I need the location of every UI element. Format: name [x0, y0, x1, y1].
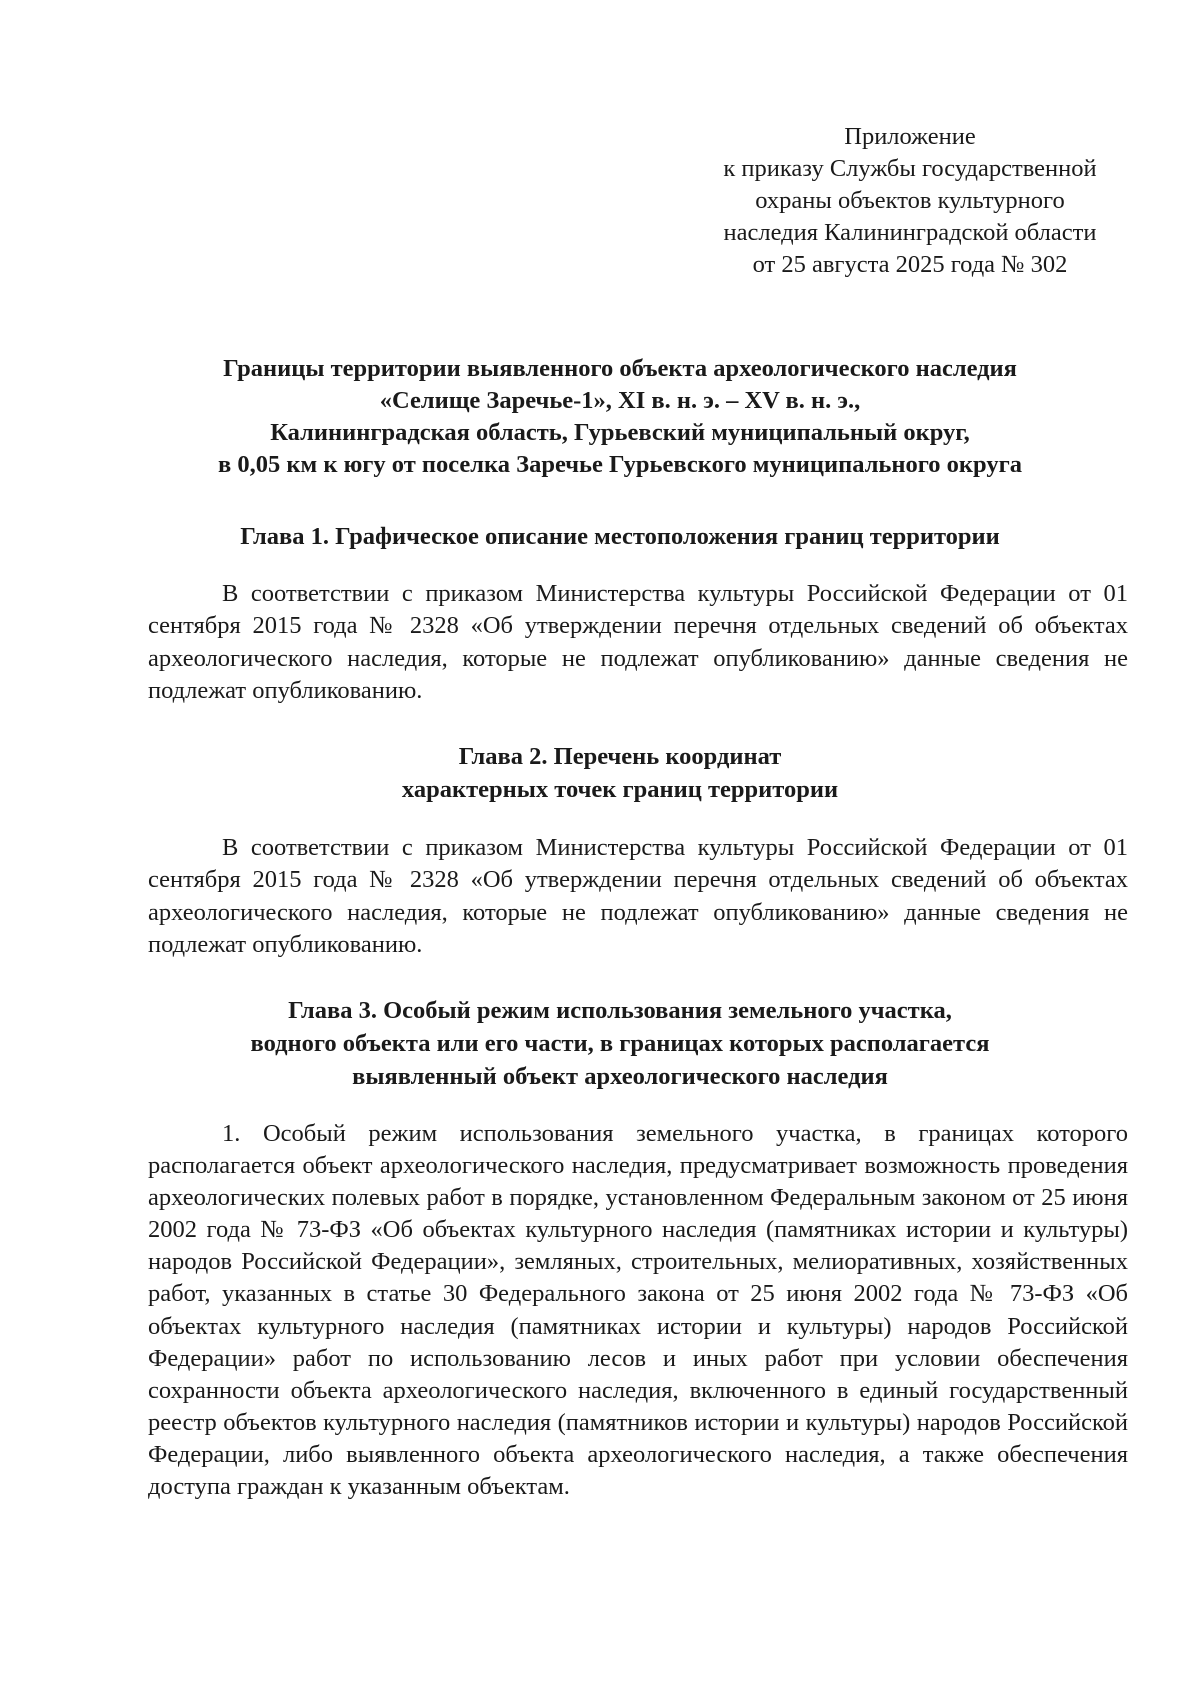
chapter3-heading-line: Глава 3. Особый режим использования земельного участка, — [288, 997, 952, 1024]
chapter2-heading — [140, 740, 1100, 806]
appendix-header — [680, 121, 1140, 281]
appendix-line: от 25 августа 2025 года № 302 — [752, 251, 1068, 278]
chapter3-paragraph: 1. Особый режим использования земельного участка, в границах которого располагается объект археологического наследия, предусматривает возможность проведения археологических полевых работ в порядке, установленном Федеральным законом от 25 июня 2002 года № 73-ФЗ «Об объектах культурного наследия (памятниках истории и культуры) народов Российской Федерации», земляных, строительных, мелиоративных, хозяйственных работ, указанных в статье 30 Федерального закона от 25 июня 2002 года № 73-ФЗ «Об объектах культурного наследия (памятниках истории и культуры) народов Российской Федерации» работ по использованию лесов и иных работ при условии обеспечения сохранности объекта археологического наследия, включенного в единый государственный реестр объектов культурного наследия (памятников истории и культуры) народов Российской Федерации, либо выявленного объекта археологического наследия, а также обеспечения доступа граждан к указанным объектам. — [148, 1120, 1128, 1501]
title-line: Границы территории выявленного объекта археологического наследия — [223, 355, 1017, 382]
chapter1-heading-text: Глава 1. Графическое описание местоположения границ территории — [240, 523, 1000, 550]
appendix-line: к приказу Службы государственной — [723, 155, 1097, 182]
chapter3-heading — [140, 994, 1100, 1093]
chapter1-heading — [140, 520, 1100, 553]
appendix-line: охраны объектов культурного — [755, 187, 1065, 214]
chapter3-heading-line: водного объекта или его части, в границах которых располагается — [250, 1030, 990, 1057]
chapter2-heading-line: Глава 2. Перечень координат — [458, 743, 782, 770]
appendix-line: Приложение — [844, 123, 976, 150]
chapter2-paragraph: В соответствии с приказом Министерства культуры Российской Федерации от 01 сентября 2015 года № 2328 «Об утверждении перечня отдельных сведений об объектах археологического наследия, которые не подлежат опубликованию» данные сведения не подлежат опубликованию. — [148, 834, 1128, 958]
appendix-line: наследия Калининградской области — [723, 219, 1097, 246]
title-line: «Селище Заречье-1», XI в. н. э. – XV в. н. э., — [379, 387, 861, 414]
chapter2-heading-line: характерных точек границ территории — [401, 776, 839, 803]
document-title — [140, 353, 1100, 481]
chapter1-paragraph: В соответствии с приказом Министерства культуры Российской Федерации от 01 сентября 2015 года № 2328 «Об утверждении перечня отдельных сведений об объектах археологического наследия, которые не подлежат опубликованию» данные сведения не подлежат опубликованию. — [148, 580, 1128, 704]
title-line: в 0,05 км к югу от поселка Заречье Гурьевского муниципального округа — [218, 451, 1022, 478]
title-line: Калининградская область, Гурьевский муниципальный округ, — [270, 419, 970, 446]
chapter3-heading-line: выявленный объект археологического наследия — [352, 1063, 888, 1090]
